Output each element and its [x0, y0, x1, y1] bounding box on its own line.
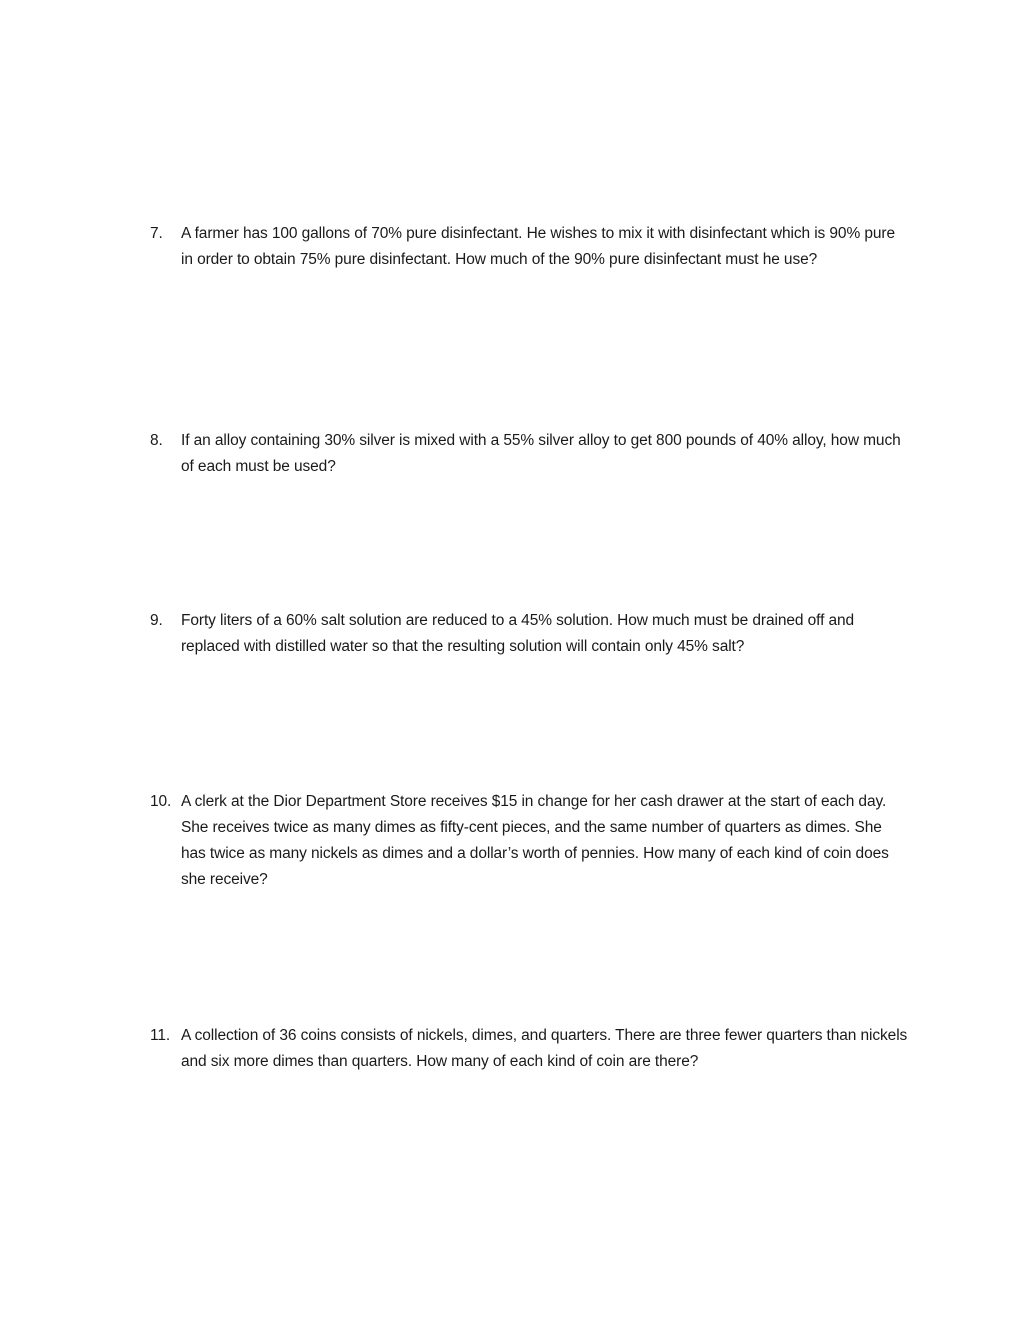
- problem-text: Forty liters of a 60% salt solution are reduced to a 45% solution. How much must be drained off and replaced with distilled water so that the resulting solution will contain only 45% salt?: [181, 612, 855, 655]
- problem-text: A clerk at the Dior Department Store receives $15 in change for her cash drawer at the start of each day. She receives twice as many dimes as fifty-cent pieces, and the same number of quarters as dimes. She has twice as many nickels as dimes and a dollar’s worth of pennies. How many of each kind of coin does she receive?: [181, 793, 889, 888]
- problem-text: A collection of 36 coins consists of nickels, dimes, and quarters. There are three fewer quarters than nickels and six more dimes than quarters. How many of each kind of coin are there?: [181, 1027, 908, 1070]
- problem-number: 7.: [150, 225, 163, 242]
- problem-number: 8.: [150, 432, 163, 449]
- problem-text: A farmer has 100 gallons of 70% pure disinfectant. He wishes to mix it with disinfectant which is 90% pure in order to obtain 75% pure disinfectant. How much of the 90% pure disinfectant must he use?: [181, 225, 895, 268]
- problem-9: [150, 608, 910, 660]
- problem-11: [150, 1023, 910, 1075]
- problem-number: 10.: [150, 793, 172, 810]
- problem-8: [150, 428, 910, 480]
- problem-number: 9.: [150, 612, 163, 629]
- problem-number: 11.: [150, 1027, 171, 1044]
- problem-text: If an alloy containing 30% silver is mixed with a 55% silver alloy to get 800 pounds of 40% alloy, how much of each must be used?: [181, 432, 901, 475]
- problem-7: [150, 221, 910, 273]
- problem-10: [150, 789, 910, 893]
